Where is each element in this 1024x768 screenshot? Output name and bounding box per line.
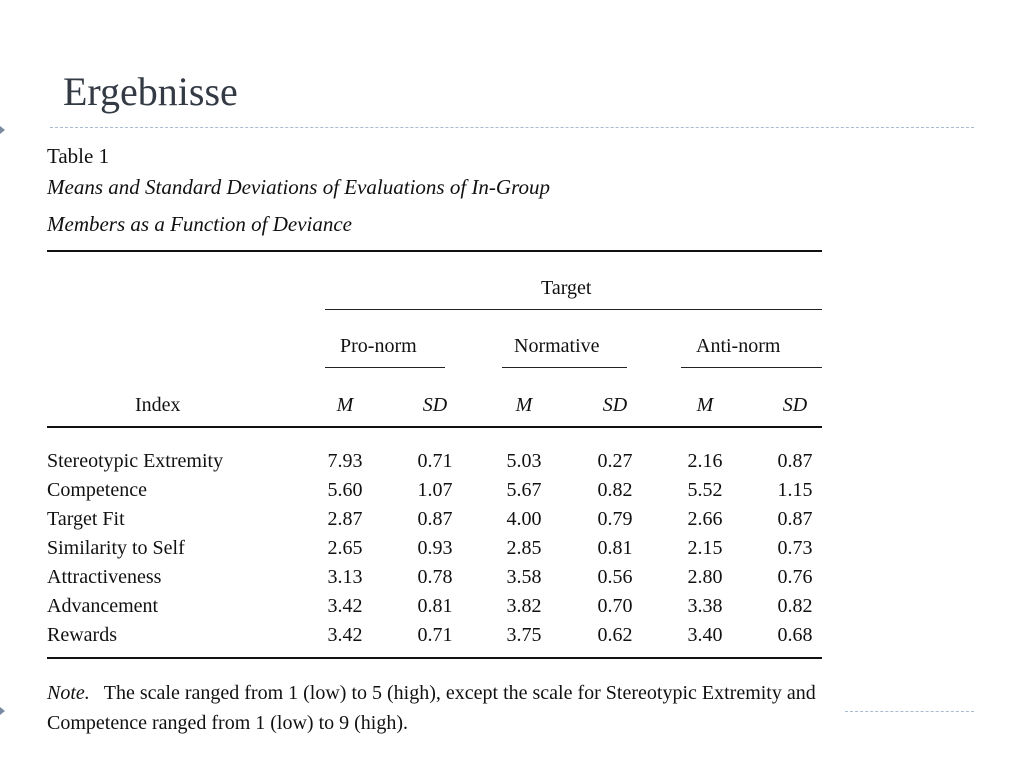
table-caption-line: Means and Standard Deviations of Evaluations of In-Group: [47, 175, 550, 199]
table-cell: 0.27: [597, 450, 633, 472]
table-cell: 0.73: [777, 537, 813, 559]
marker-arrow-icon: [0, 126, 5, 134]
group-rule: [502, 367, 627, 368]
marker-arrow-icon: [0, 707, 5, 715]
table-cell: 0.76: [777, 566, 813, 588]
table-cell: 0.93: [417, 537, 453, 559]
group-header-normative: Normative: [514, 335, 600, 357]
table-cell: 0.87: [777, 508, 813, 530]
row-index-label: Competence: [47, 479, 147, 501]
spanner-header: Target: [541, 277, 592, 299]
table-cell: 0.81: [417, 595, 453, 617]
table-cell: 0.81: [597, 537, 633, 559]
table-cell: 0.62: [597, 624, 633, 646]
stat-header-sd: SD: [782, 394, 808, 416]
table-cell: 2.87: [327, 508, 363, 530]
row-header-index: Index: [135, 394, 181, 416]
table-cell: 0.70: [597, 595, 633, 617]
table-figure: [47, 143, 822, 734]
table-cell: 5.52: [687, 479, 723, 501]
table-caption: [47, 169, 767, 243]
slide-title: Ergebnisse: [63, 69, 238, 114]
table-cell: 1.07: [417, 479, 453, 501]
table-cell: 5.67: [506, 479, 542, 501]
table-cell: 0.87: [417, 508, 453, 530]
table-cell: 5.60: [327, 479, 363, 501]
table-cell: 2.85: [506, 537, 542, 559]
table-cell: 3.82: [506, 595, 542, 617]
group-rule: [681, 367, 822, 368]
note-text: The scale ranged from 1 (low) to 5 (high), except the scale for Stereotypic Extremity and Competence ranged from 1 (low) to 9 (high).: [47, 682, 816, 734]
group-rule: [325, 367, 445, 368]
note-label: Note.: [47, 682, 90, 704]
table-cell: 3.38: [687, 595, 723, 617]
row-index-label: Rewards: [47, 624, 117, 646]
slide-edge-markers: [0, 0, 6, 768]
stat-header-m: M: [696, 394, 714, 416]
stat-header-m: M: [515, 394, 533, 416]
table-cell: 1.15: [777, 479, 813, 501]
table-cell: 0.78: [417, 566, 453, 588]
footer-divider: [845, 711, 974, 712]
table-cell: 0.82: [777, 595, 813, 617]
group-header-pro-norm: Pro-norm: [340, 335, 417, 357]
title-divider: [50, 127, 974, 128]
row-index-label: Target Fit: [47, 508, 125, 530]
stat-header-m: M: [336, 394, 354, 416]
row-index-label: Similarity to Self: [47, 537, 185, 559]
group-header-anti-norm: Anti-norm: [696, 335, 781, 357]
table-cell: 0.82: [597, 479, 633, 501]
table-bottom-rule: [47, 657, 822, 659]
table-cell: 2.65: [327, 537, 363, 559]
table-cell: 2.66: [687, 508, 723, 530]
table-cell: 5.03: [506, 450, 542, 472]
table-note: [47, 678, 837, 738]
table-cell: 3.13: [327, 566, 363, 588]
table-cell: 0.79: [597, 508, 633, 530]
table-caption-line: Members as a Function of Deviance: [47, 212, 353, 236]
table-top-rule: [47, 250, 822, 252]
spanner-rule: [325, 309, 822, 310]
table-cell: 3.42: [327, 595, 363, 617]
stat-header-sd: SD: [602, 394, 628, 416]
table-cell: 3.75: [506, 624, 542, 646]
table-cell: 3.40: [687, 624, 723, 646]
table-cell: 0.56: [597, 566, 633, 588]
table-cell: 4.00: [506, 508, 542, 530]
row-index-label: Attractiveness: [47, 566, 162, 588]
header-bottom-rule: [47, 426, 822, 428]
row-index-label: Advancement: [47, 595, 159, 617]
table-cell: 2.15: [687, 537, 723, 559]
table-cell: 0.87: [777, 450, 813, 472]
table-label: Table 1: [47, 144, 110, 168]
table-cell: 0.71: [417, 450, 453, 472]
table-cell: 3.58: [506, 566, 542, 588]
table-cell: 3.42: [327, 624, 363, 646]
table-cell: 2.80: [687, 566, 723, 588]
row-index-label: Stereotypic Extremity: [47, 450, 224, 472]
stat-header-sd: SD: [422, 394, 448, 416]
table-cell: 0.68: [777, 624, 813, 646]
table-cell: 7.93: [327, 450, 363, 472]
table-cell: 0.71: [417, 624, 453, 646]
table-cell: 2.16: [687, 450, 723, 472]
